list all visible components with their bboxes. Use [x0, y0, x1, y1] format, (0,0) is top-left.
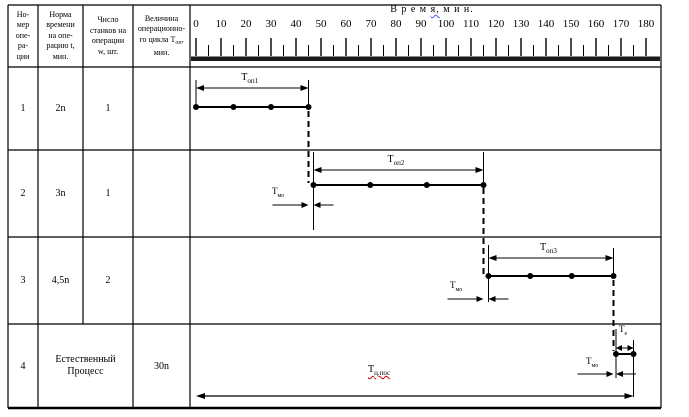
row-4-cycle-value: 30n [154, 360, 169, 372]
dim-arrowhead [606, 255, 614, 261]
axis-title: В р е м я, м и н. [390, 4, 474, 15]
header-line: времени [46, 20, 75, 30]
header-line: операции [91, 36, 125, 45]
dim-arrowhead [489, 255, 497, 261]
label-tmo-2: $Т_{мо}$ [450, 280, 463, 293]
dim-arrowhead [616, 345, 622, 351]
row-4-natural-process: Естественный Процесс [55, 354, 116, 377]
axis-tick-label: 0 [193, 18, 199, 30]
transfer-batch-dot [424, 182, 430, 188]
label-total-cycle: $Т_{ц.пос}$ [368, 364, 391, 377]
header-line: го цикла $Т_{оп}$, [139, 34, 184, 46]
header-time-norm [38, 5, 83, 67]
header-line: станков на [89, 25, 127, 35]
transfer-batch-dot [367, 182, 373, 188]
axis-tick-label: 10 [215, 18, 227, 30]
header-operation-number [8, 5, 38, 67]
axis-tick-label: 140 [537, 18, 555, 30]
header-line: опе- [15, 30, 31, 40]
row-4-number: 4 [20, 360, 26, 372]
label-te: $Т_е$ [619, 324, 628, 337]
axis-tick-label: 170 [612, 18, 630, 30]
axis-tick-label: 130 [512, 18, 530, 30]
row-1-number: 1 [20, 103, 26, 114]
axis-tick-label: 70 [365, 18, 377, 30]
label-tmo-1: $Т_{мо}$ [272, 186, 285, 199]
axis-tick-label: 90 [415, 18, 427, 30]
header-machines-count [83, 5, 133, 67]
total-cycle-arrowhead [196, 393, 205, 399]
header-line: ра- [17, 41, 29, 51]
axis-tick-label: 180 [637, 18, 655, 30]
total-cycle-arrowhead [625, 393, 634, 399]
row-1-machines: 1 [105, 103, 111, 114]
header-line: Норма [49, 9, 72, 19]
axis-title-typo: я, [430, 4, 440, 15]
tmo-arrowhead [314, 202, 321, 208]
transfer-batch-dot [268, 104, 274, 110]
axis-baseline [191, 57, 660, 62]
label-top2: $Т_{оп2}$ [387, 154, 405, 167]
axis-tick-label: 160 [587, 18, 605, 30]
header-line: Но- [16, 9, 30, 19]
dim-arrowhead [314, 167, 322, 173]
dim-arrowhead [628, 345, 634, 351]
header-line: Величина [144, 13, 179, 23]
row-2-number: 2 [20, 188, 26, 199]
axis-tick-label: 30 [265, 18, 277, 30]
axis-tick-label: 120 [487, 18, 505, 30]
transfer-batch-dot [527, 273, 533, 279]
label-top3: $Т_{оп3}$ [540, 242, 557, 255]
axis-tick-label: 50 [315, 18, 327, 30]
axis-tick-label: 100 [437, 18, 455, 30]
tmo-arrowhead [607, 371, 614, 377]
row-3-time-norm: 4,5n [51, 275, 70, 286]
row-3-machines: 2 [105, 275, 111, 286]
header-line: w, шт. [97, 46, 119, 56]
axis-tick-label: 40 [290, 18, 302, 30]
row-1-time-norm: 2n [55, 103, 66, 114]
tmo-arrowhead [489, 296, 496, 302]
tmo-arrowhead [477, 296, 484, 302]
axis-tick-label: 150 [562, 18, 580, 30]
axis-tick-label: 80 [390, 18, 402, 30]
header-line: операционно- [137, 24, 186, 33]
tmo-arrowhead [616, 371, 623, 377]
dim-arrowhead [301, 85, 309, 91]
transfer-batch-dot [569, 273, 575, 279]
header-cycle-value [133, 5, 190, 67]
row-2-machines: 1 [105, 188, 111, 199]
label-top1: $Т_{оп1}$ [241, 72, 259, 85]
header-line: мер [16, 20, 30, 30]
row-2-time-norm: 3n [55, 188, 66, 199]
header-line: мин. [52, 51, 69, 61]
label-tmo-3: $Т_{мо}$ [586, 356, 599, 369]
header-line: рацию t, [46, 41, 75, 51]
row-3-number: 3 [20, 275, 26, 286]
header-line: мин. [153, 48, 170, 57]
axis-tick-label: 110 [462, 18, 480, 30]
dim-arrowhead [196, 85, 204, 91]
axis-tick-label: 60 [340, 18, 352, 30]
dim-arrowhead [476, 167, 484, 173]
transfer-batch-dot [231, 104, 237, 110]
header-line: Число [97, 15, 119, 24]
header-line: на опе- [48, 30, 73, 40]
tmo-arrowhead [302, 202, 309, 208]
axis-tick-label: 20 [240, 18, 252, 30]
header-line: ции [16, 51, 30, 61]
